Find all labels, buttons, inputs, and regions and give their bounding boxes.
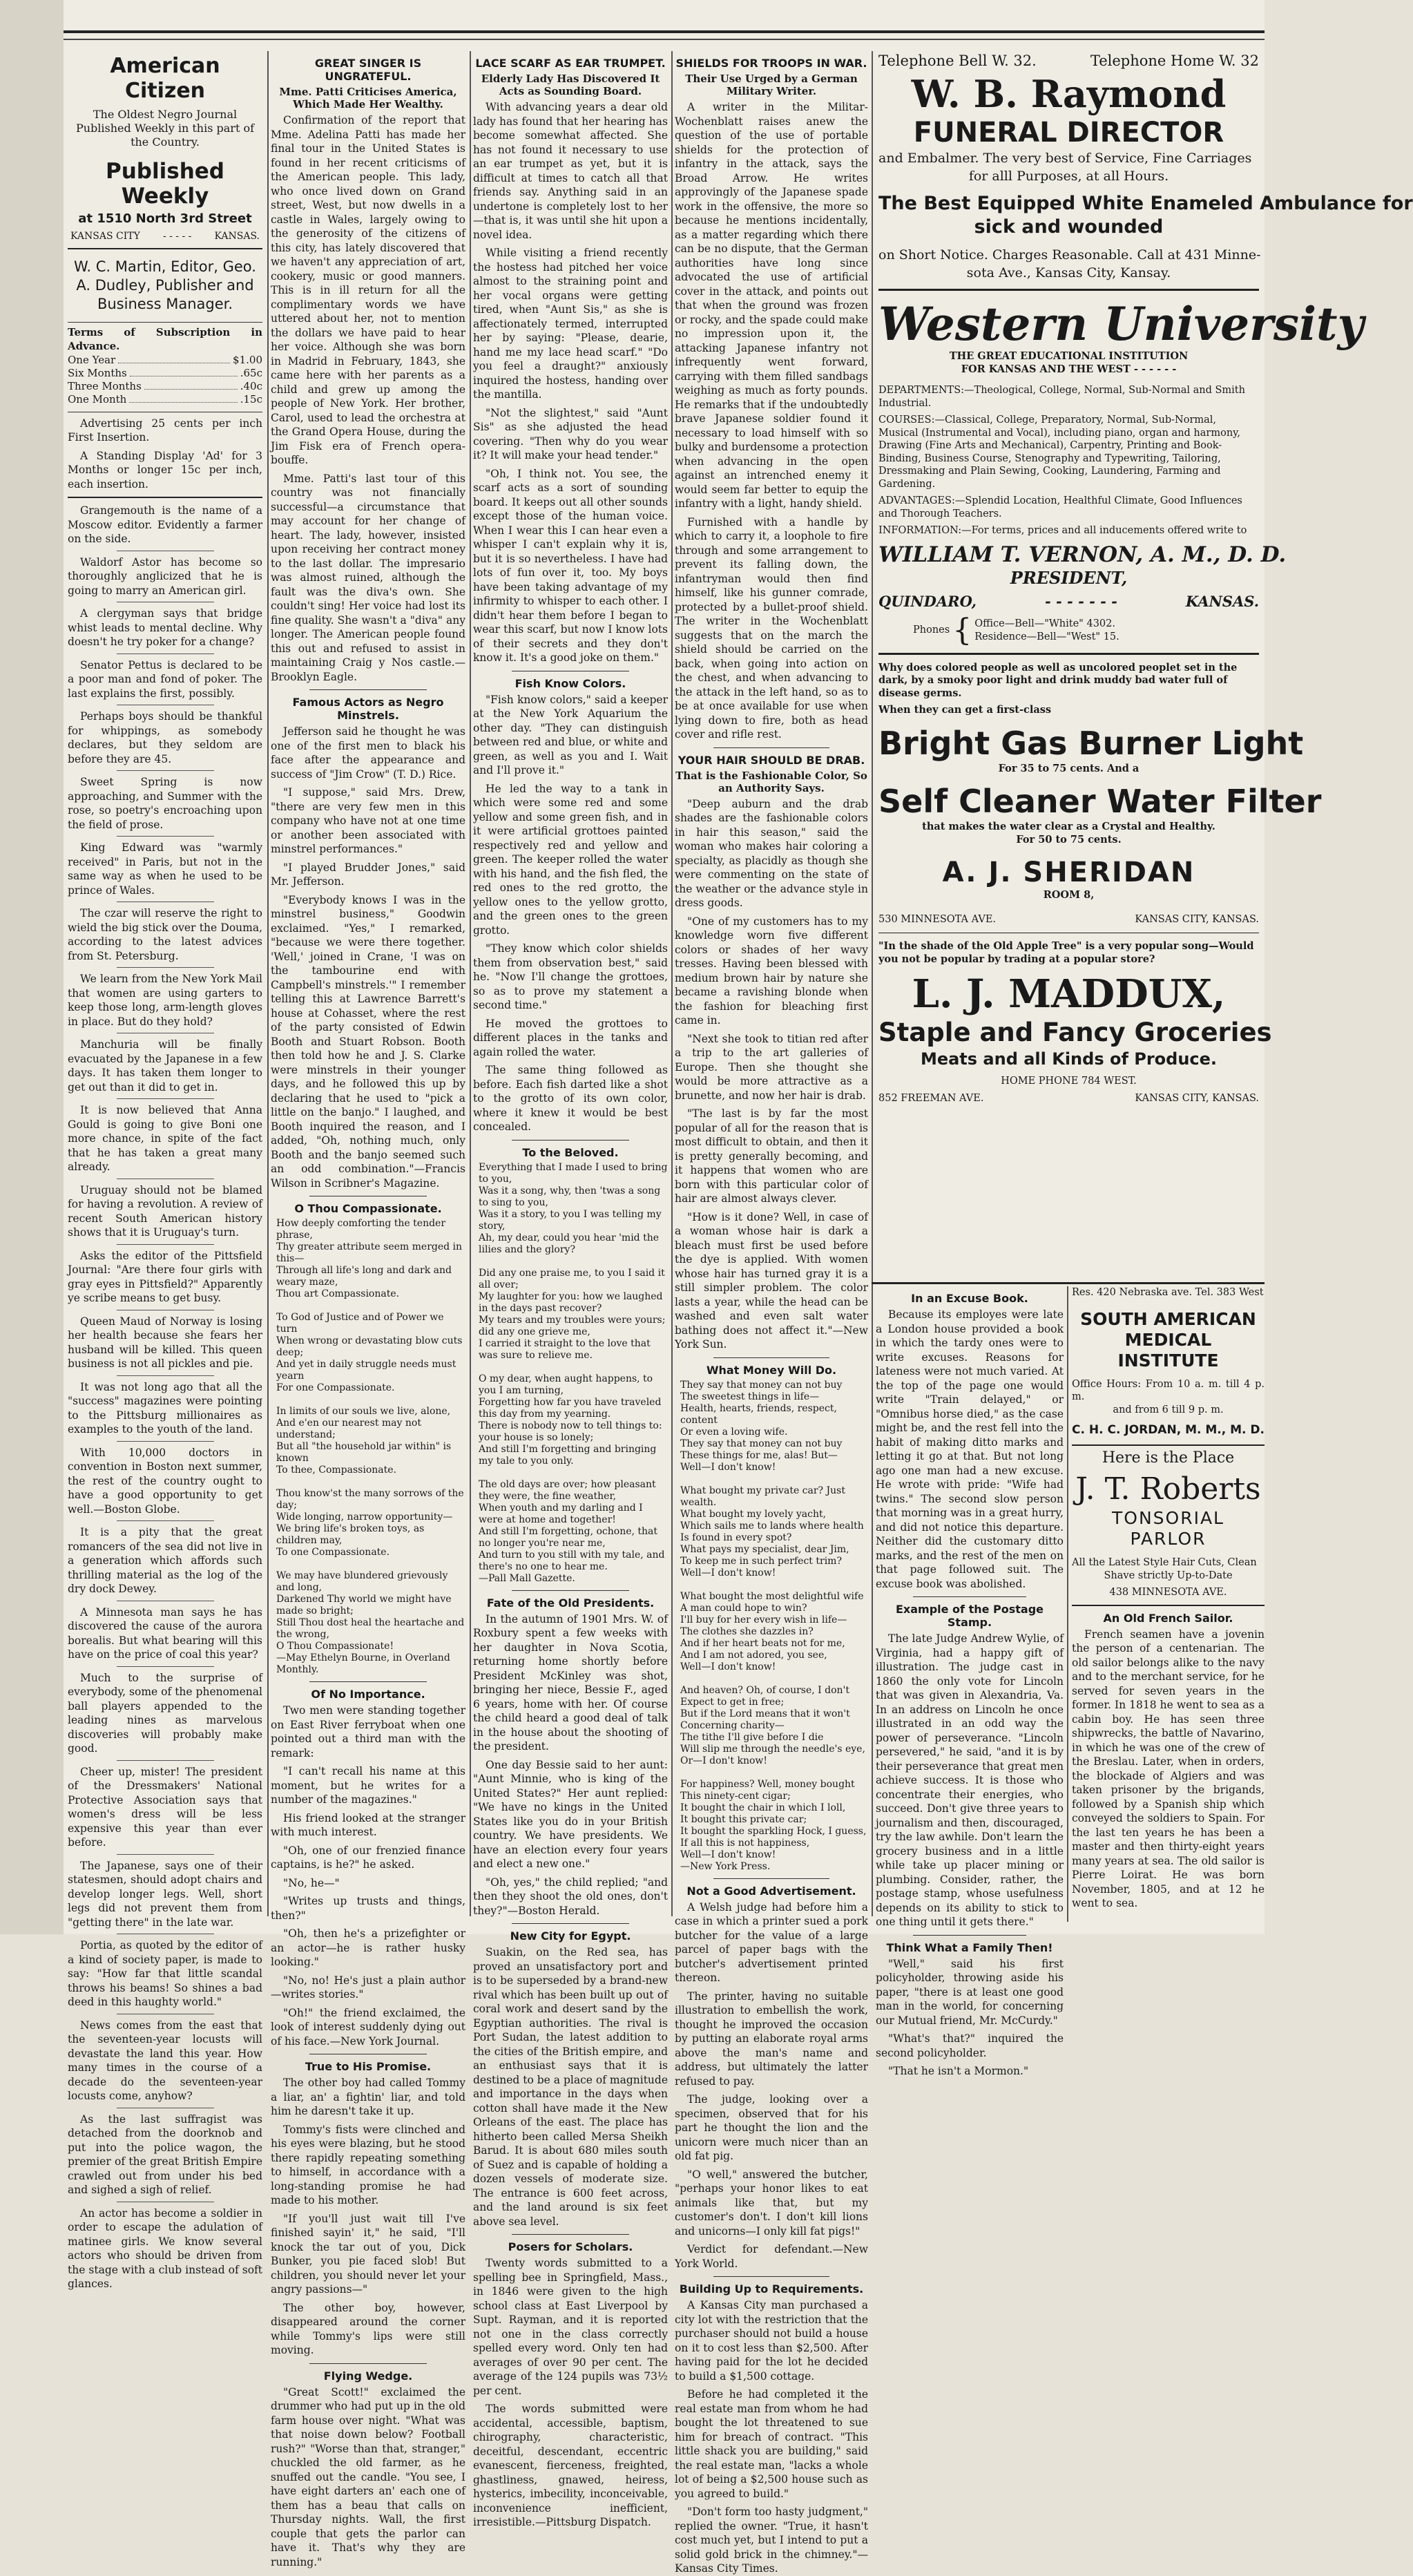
poem-body: They say that money can not buy The sweetest things in life— Health, hearts, friends, respect, content Or even a loving wife. They say that money can not buy These things for me, alas! But— Well—I don't know! What bought my private car? Just wealth. What bought my lovely yacht, Which sails me to lands where health Is found in every spot? What pays my specialist, dear Jim, To keep me in such perfect trim? Well—I don't know! What bought the most delightful wife A man could hope to win? I'll buy for her every wish in life— The clothes she dazzles in? And if her heart beats not for me, And I am not adored, you see, Well—I don't know! And heaven? Oh, of course, I don't Expect to get in free; But if the Lord means that it won't Concerning charity— The tithe I'll give before I die Will slip me through the needle's eye, Or—I don't know! For happiness? Well, money bought This ninety-cent cigar; It bought the chair in which I loll, It bought this private car; It bought the sparkling Hock, I guess, If all this is not happiness, Well—I don't know! —New York Press. xyxy=(680,1379,867,1872)
paragraph: "Deep auburn and the drab shades are the fashionable colors in hair this season," said the woman who makes hair coloring a specialty, as placidly as though she were commenting on the state of the weather or the advance style in dress goods. xyxy=(675,797,868,909)
paragraph: "How is it done? Well, in case of a woman whose hair is dark a bleach must first be used before the dye is applied. With women whose hair has turned gray it is a still simpler problem. The color lasts a year, while the head can be washed and even salt water bathing does not affect it."—New York Sun. xyxy=(675,1210,868,1351)
article-headline: YOUR HAIR SHOULD BE DRAB. xyxy=(677,753,865,767)
editorial-item: The Japanese, says one of their statesmen, should adopt chairs and develop longer legs. Well, short legs did not prevent them from "getting there" in the late war. xyxy=(68,1859,262,1929)
raymond-line: on Short Notice. Charges Reasonable. Call at 431 Minne- xyxy=(878,247,1261,263)
paragraph: Two men were standing together on East River ferryboat when one pointed out a third man with the remark: xyxy=(271,1704,465,1759)
raymond-telephones: Telephone Bell W. 32. Telephone Home W. 32 xyxy=(878,53,1259,69)
editorial-item: Portia, as quoted by the editor of a kind of society paper, is made to say: "How far that little scandal throws his beams! So shines a bad deed in this haughty world." xyxy=(68,1939,262,2008)
column-1 xyxy=(68,51,262,2290)
article-body xyxy=(271,113,465,684)
poem-title: O Thou Compassionate. xyxy=(294,1202,442,1215)
paragraph: The judge, looking over a specimen, observed that for his part he thought the lion and the unicorn were much nicer than an old fat pig. xyxy=(675,2093,868,2162)
article-headline: In an Excuse Book. xyxy=(911,1292,1028,1305)
editorial-item: Waldorf Astor has become so thoroughly anglicized that he is going to marry an American girl. xyxy=(68,555,262,597)
sheridan-intro: Why does colored people as well as uncolored peoplet set in the dark, by a smoky poor light and drink muddy bad water full of disease germs. xyxy=(878,661,1238,699)
editorial-paragraphs xyxy=(68,504,262,2291)
editorial-item: Senator Pettus is declared to be a poor man and fond of poker. The last explains the first, possibly. xyxy=(68,658,262,700)
terms-title: Terms of Subscription in Advance. xyxy=(68,322,262,354)
paragraph: With advancing years a dear old lady has found that her hearing has become somewhat affected. She has not found it necessary to use an ear trumpet as yet, but it is difficult at times to catch all that friends say. Anything said in an undertone is completely lost to her—that is, it was until she hit upon a novel idea. xyxy=(473,101,668,241)
sheridan-address: 530 MINNESOTA AVE. KANSAS CITY, KANSAS. xyxy=(878,913,1259,925)
poem-title: To the Beloved. xyxy=(522,1145,619,1159)
article-headline: An Old French Sailor. xyxy=(1103,1611,1233,1625)
paragraph: "I can't recall his name at this moment, but he writes for a number of the magazines." xyxy=(271,1765,465,1806)
article-headline: Fate of the Old Presidents. xyxy=(486,1596,655,1610)
poem-body: Everything that I made I used to bring to you, Was it a song, why, then 'twas a song to sing to you, Was it a story, to you I was telling my story, Ah, my dear, could you hear 'mid the lilies and the glory? Did any one praise me, to you I said it all over; My laughter for you: how we laughed in the days past recover? My tears and my troubles were yours; did any one grieve me, I carried it straight to the love that was sure to relieve me. O my dear, when aught happens, to you I am turning, Forgetting how far you have traveled this day from my yearning. There is nobody now to tell things to: your house is so lonely; And still I'm forgetting and bringing my tale to you only. The old days are over; how pleasant they were, the fine weather, When youth and my darling and I were at home and together! And still I'm forgetting, ochone, that no longer you're near me, And turn to you still with my tale, and there's no one to hear me. —Pall Mall Gazette. xyxy=(479,1161,668,1584)
article-body: French seamen have a jovenin the person of a centenarian. The old sailor belongs alike to the navy and to the merchant service, for he served for seven years in the former. In 1818 he went to sea as a cabin boy. He has seen three shipwrecks, the battle of Navarino, in which he was one of the crew of the Breslau. Later, when in orders, the blockade of Algiers and was taken prisoner by the brigands, followed by a Spanish ship which conveyed the soldiers to Spain. For the last ten years he has been a master and then thirty-eight years many years at sea. The old sailor is Pierre Loirat. He was born November, 1805, and at 12 he went to sea. xyxy=(1072,1628,1265,1909)
sheridan-name: A. J. SHERIDAN xyxy=(942,857,1195,888)
article-body xyxy=(473,693,668,1134)
editorial-item: It was not long ago that all the "success" magazines were pointing to the Pittsburg millionaires as examples to the youth of the land. xyxy=(68,1380,262,1435)
column-divider xyxy=(1067,1286,1068,1922)
paragraph: "O well," answered the butcher, "perhaps your honor likes to eat animals like that, but my customer's don't. I don't kill lions and unicorns—I only kill fat pigs!" xyxy=(675,2168,868,2238)
editorial-item: Grangemouth is the name of a Moscow editor. Evidently a farmer on the side. xyxy=(68,504,262,545)
article-headline: Flying Wedge. xyxy=(323,2369,413,2383)
wu-information: INFORMATION:—For terms, prices and all inducements offered write to xyxy=(878,525,1247,536)
paragraph: Furnished with a handle by which to carry it, a loophole to fire through and some arrangement to prevent its falling down, the infantryman would then find himself, like his gunner comrade, protected by a bullet-proof shield. The writer in the Wochenblatt suggests that on the march the shield should be carried on the back, when going into action on the chest, and when advancing to the attack in the left hand, so as to be at once available for use when lying down to fire, both as head cover and rifle rest. xyxy=(675,515,868,741)
paragraph: The words submitted were accidental, accessible, baptism, chirography, characteristic, deceitful, descendant, eccentric evanescent, fierceness, freighted, ghastliness, gnawed, heiress, hysterics, imbecility, inconceivable, inconvenience inefficient, irresistible.—Pittsburg Dispatch. xyxy=(473,2403,668,2528)
paragraph: "Fish know colors," said a keeper at the New York Aquarium the other day. "They can distinguish between red and blue, or white and green, as well as you and I. Wait and I'll prove it." xyxy=(473,693,668,776)
paragraph: The printer, having no suitable illustration to embellish the work, thought he improved the occasion by putting an elaborate royal arms above the man's name and address, but ultimately the latter refused to pay. xyxy=(675,1990,868,2088)
article-subhead: Their Use Urged by a German Military Writer. xyxy=(685,73,858,97)
article-headline: Of No Importance. xyxy=(311,1688,425,1701)
paragraph: "What's that?" inquired the second policyholder. xyxy=(876,2032,1064,2059)
top-rule-thin xyxy=(64,39,1265,40)
article-body xyxy=(675,2298,868,2576)
editorial-item: News comes from the east that the seventeen-year locusts will devastate the land this year. How many times in the course of a decade do the seventeen-year locusts come, anyhow? xyxy=(68,2019,262,2102)
terms-row: One Month .15c xyxy=(68,392,262,406)
masthead-city: KANSAS CITY - - - - - KANSAS. xyxy=(70,231,260,242)
raymond-ambulance: The Best Equipped White Enameled Ambulance for xyxy=(878,193,1413,214)
quindaro-line: QUINDARO, - - - - - - - KANSAS. xyxy=(878,592,1259,610)
editorial-item: We learn from the New York Mail that women are using garters to keep those long, arm-length gloves in place. But do they hold? xyxy=(68,973,262,1028)
paragraph: The other boy had called Tommy a liar, an' a fightin' liar, and told him he daresn't take it up. xyxy=(271,2077,465,2117)
paragraph: His friend looked at the stranger with much interest. xyxy=(271,1811,465,1838)
wu-advantages: ADVANTAGES:—Splendid Location, Healthful Climate, Good Influences and Thorough Teachers. xyxy=(878,495,1242,519)
article-body xyxy=(473,1612,668,1918)
terms-row: Three Months .40c xyxy=(68,379,262,392)
article-headline: Famous Actors as Negro Minstrels. xyxy=(292,696,444,722)
paragraph: A Kansas City man purchased a city lot with the restriction that the purchaser should not build a house on it to cost less than $2,500. After having paid for the lot he decided to build a $1,500 cottage. xyxy=(675,2299,868,2383)
paragraph: A Welsh judge had before him a case in which a printer sued a pork butcher for the value of a large parcel of paper bags with the butcher's advertisement printed thereon. xyxy=(675,1900,868,1984)
paragraph: Mme. Patti's last tour of this country was not financially successful—a circumstance that may account for her change of heart. The lady, however, insisted upon receiving her contract money to the last dollar. The impresario was almost ruined, although the fault was the diva's own. She couldn't sing! Her voice had lost its fine quality. She wasn't a "diva" any longer. The American people found this out and refused to assist in maintaining Craig y Nos castle.—Brooklyn Eagle. xyxy=(271,472,465,683)
article-headline: GREAT SINGER IS UNGRATEFUL. xyxy=(314,57,422,83)
editorial-item: A clergyman says that bridge whist leads to mental decline. Why doesn't he try poker for a change? xyxy=(68,607,262,648)
editorial-item: It is a pity that the great romancers of the sea did not live in a generation which affords such thrilling material as the log of the dry dock Dewey. xyxy=(68,1526,262,1595)
editorial-item: Uruguay should not be blamed for having a revolution. A review of recent South American history shows that it is Uruguay's turn. xyxy=(68,1183,262,1239)
paragraph: Jefferson said he thought he was one of the first men to black his face after the appearance and success of "Jim Crow" (T. D.) Rice. xyxy=(271,725,465,781)
article-subhead: That is the Fashionable Color, So an Authority Says. xyxy=(675,769,867,794)
editorial-item: Queen Maud of Norway is losing her health because she fears her husband will be killed. This queen business is not all pickles and pie. xyxy=(68,1315,262,1370)
article-body xyxy=(876,1957,1064,2079)
paragraph: "Oh, one of our frenzied finance captains, is he?" he asked. xyxy=(271,1844,465,1871)
editorial-item: With 10,000 doctors in convention in Boston next summer, the rest of the country ought to have a good opportunity to get well.—Boston Globe. xyxy=(68,1446,262,1516)
paragraph: "They know which color shields them from observation best," said he. "Now I'll change the grottoes, so as to prove my statement a second time." xyxy=(473,942,668,1011)
article-subhead: Mme. Patti Criticises America, Which Made Her Wealthy. xyxy=(279,86,457,111)
poem-title: What Money Will Do. xyxy=(706,1363,837,1377)
paragraph: "Don't form too hasty judgment," replied the owner. "True, it hasn't cost much yet, but I intend to put a solid gold brick in the chimney."—Kansas City Times. xyxy=(675,2506,868,2575)
article-headline: Think What a Family Then! xyxy=(886,1940,1053,1954)
column-2 xyxy=(271,51,465,2568)
barber-name: J. T. Roberts xyxy=(1075,1471,1261,1507)
raymond-sick: sick and wounded xyxy=(974,216,1164,238)
article-body xyxy=(473,1945,668,2229)
paragraph: Suakin, on the Red sea, has proved an unsatisfactory port and is to be superseded by a brand-new rival which has been built up out of coral work and desert sand by the Egyptian authorities. The rival is Port Sudan, the latest addition to the cities of the British empire, and an enthusiast says that it is destined to be a place of magnitude and importance in the days when cotton shall have made it the New Orleans of the east. The place has hitherto been called Mersa Sheikh Barud. It is about 680 miles south of Suez and is capable of holding a dozen vessels of moderate size. The entrance is 600 feet across, and the land around is six feet above sea level. xyxy=(473,1946,668,2228)
article-headline: Building Up to Requirements. xyxy=(679,2282,864,2296)
paragraph: "That he isn't a Mormon." xyxy=(888,2065,1029,2077)
column-6: Res. 420 Nebraska ave. Tel. 383 West SOUTH AMERICAN MEDICAL INSTITUTE Office Hours: From 10 a. m. till 4 p. m. and from 6 till 9 p. m. C. H. C. JORDAN, M. M., M. D. Here is the Place J. T. Roberts TONSORIAL PARLOR All the Latest Style Hair Cuts, Clean Shave strictly Up-to-Date 438 MINNESOTA AVE. An Old French Sailor. French seamen have a jovenin the person of a centenarian. The old sailor belongs alike to the navy and to the merchant service, for he served for seven years in the former. In 1818 he went to sea as a cabin boy. He has seen three shipwrecks, the battle of Navarino, in which he was one of the crew of the Breslau. Later, when in orders, the blockade of Algiers and was taken prisoner by the brigands, followed by a Spanish ship which conveyed the soldiers to Spain. For the last ten years he has been a master and then thirty-eight years many years at sea. The old sailor is Pierre Loirat. He was born November, 1805, and at 12 he went to sea. xyxy=(1072,1287,1265,1909)
vernon-title: PRESIDENT, xyxy=(1010,567,1128,588)
maddux-address: 852 FREEMAN AVE. KANSAS CITY, KANSAS. xyxy=(878,1092,1259,1104)
masthead-title: American Citizen xyxy=(110,54,220,103)
editorial-item: Manchuria will be finally evacuated by the Japanese in a few days. It has taken them longer to get out than it did to get in. xyxy=(68,1038,262,1094)
medical-residence: Res. 420 Nebraska ave. Tel. 383 West xyxy=(1072,1287,1264,1298)
paragraph: "Oh, I think not. You see, the scarf acts as a sort of sounding board. It keeps out all other sounds except those of the human voice. When I wear this I can hear even a whisper I can't explain why it is, but it is so nevertheless. I have had lots of fun over it, too. My boys have been taking advantage of my infirmity to whisper to each other. I didn't hear them before I began to wear this scarf, but now I know lots of their secrets and they don't know it. It's a good joke on them." xyxy=(473,467,668,664)
editorial-item: Sweet Spring is now approaching, and Summer with the rose, so poetry's encroaching upon the field of prose. xyxy=(68,776,262,831)
paragraph: "Oh, yes," the child replied; "and then they shoot the old ones, don't they?"—Boston Herald. xyxy=(473,1876,668,1917)
paragraph: "I suppose," said Mrs. Drew, "there are very few men in this company who have not at one time or another been associated with minstrel performances." xyxy=(271,786,465,855)
paragraph: "Writes up trusts and things, then?" xyxy=(271,1895,465,1922)
barber-tonsorial: TONSORIAL PARLOR xyxy=(1112,1508,1224,1549)
column-4 xyxy=(675,51,868,2575)
article-headline: Example of the Postage Stamp. xyxy=(895,1603,1044,1629)
editorial-item: A Minnesota man says he has discovered the cause of the aurora borealis. But what bearing will this have on the price of coal this year? xyxy=(68,1605,262,1661)
terms-row: One Year $1.00 xyxy=(68,353,262,366)
paragraph: "Great Scott!" exclaimed the drummer who had put up in the old farm house over night. "What was that noise down below? Football rush?" "Worse than that, stranger," chuckled the old farmer, as he snuffed out the candle. "You see, I have eight darters an' each one of them has a beau that calls on Thursday nights. Wall, the first couple that gets the parlor can have it. That's why they are running." xyxy=(271,2385,465,2568)
raymond-funeral-director: FUNERAL DIRECTOR xyxy=(913,117,1224,149)
maddux-name: L. J. MADDUX, xyxy=(912,971,1226,1017)
article-body xyxy=(271,2076,465,2358)
barber-intro: Here is the Place xyxy=(1102,1449,1235,1467)
paragraph: Tommy's fists were clinched and his eyes were blazing, but he stood there rapidly repeating something to himself, in accordance with a long-standing promise he had made to his mother. xyxy=(271,2123,465,2206)
paragraph: A writer in the Militar-Wochenblatt raises anew the question of the use of portable shields for the protection of infantry in the attack, says the Broad Arrow. He writes approvingly of the Japanese spade work in the offensive, the more so because he mentions incidentally, as a matter regarding which there can be no dispute, that the German authorities have long since advocated the use of artificial cover in the attack, and points out that when the ground was frozen or rocky, and the spade could make no impression upon it, the attacking Japanese infantry not infrequently went forward, carrying with them filled sandbags weighing as much as forty pounds. He remarks that if the undoubtedly brave Japanese soldier found it necessary to load himself with so bulky and burdensome a protection when advancing in the open against an intrenched enemy it would seem far better to equip the infantry with a light, handy shield. xyxy=(675,101,868,510)
maddux-produce: Meats and all Kinds of Produce. xyxy=(920,1049,1218,1069)
paragraph: "The last is by far the most popular of all for the reason that is most difficult to obtain, and then it is pretty generally becoming, and it happens that women who are born with this particular color of hair are almost always clever. xyxy=(675,1107,868,1205)
article-headline: SHIELDS FOR TROOPS IN WAR. xyxy=(675,57,867,70)
editorial-item: Much to the surprise of everybody, some of the phenomenal ball players appended to the leading nines as marvelous discoveries will probably make good. xyxy=(68,1671,262,1755)
editorial-item: The czar will reserve the right to wield the big stick over the Douma, according to the latest advices from St. Petersburg. xyxy=(68,907,262,962)
masthead-subtitle: The Oldest Negro Journal Published Weekly in this part of the Country. xyxy=(75,108,255,149)
vernon-name: WILLIAM T. VERNON, A. M., D. D. xyxy=(878,542,1287,567)
terms-list xyxy=(68,354,262,406)
maddux-intro: "In the shade of the Old Apple Tree" is a very popular song—Would you not be popular by trading at a popular store? xyxy=(878,940,1254,965)
advertisement-block: Telephone Bell W. 32. Telephone Home W. 32 W. B. Raymond FUNERAL DIRECTOR and Embalmer. The very best of Service, Fine Carriages for alll Purposes, at all Hours. The Best Equipped White Enameled Ambulance for sick and wounded on Short Notice. Charges Reasonable. Call at 431 Minne- sota Ave., Kansas City, Kansay. Western University THE GREAT EDUCATIONAL INSTITUTION FOR KANSAS AND THE WEST - - - - - - DEPARTMENTS:—Theological, College, Normal, Sub-Normal and Smith Industrial. COURSES:—Classical, College, Preparatory, Normal, Sub-Normal, Musical (Instrumental and Vocal), including piano, organ and harmony, Drawing (Fine Arts and Mechanical), Carpentry, Printing and Book-Binding, Business Course, Stenography and Typewriting, Tailoring, Dressmaking and Plain Sewing, Cooking, Laundering, Farming and Gardening. ADVANTAGES:—Splendid Location, Healthful Climate, Good Influences and Thorough Teachers. INFORMATION:—For terms, prices and all inducements offered write to WILLIAM T. VERNON, A. M., D. D. PRESIDENT, QUINDARO, - - - - - - - KANSAS. Phones { Office—Bell—"White" 4302. Residence—Bell—"West" 15. Why does colored people as well as uncolored peoplet set in the dark, by a smoky poor light and drink muddy bad water full of disease germs. When they can get a first-class Bright Gas Burner Light For 35 to 75 cents. And a Self Cleaner Water Filter that makes the water clear as a Crystal and Healthy. For 50 to 75 cents. A. J. SHERIDAN ROOM 8, 530 MINNESOTA AVE. KANSAS CITY, KANSAS. "In the shade of the Old Apple Tree" is a very popular song—Would you not be popular by trading at a popular store? L. J. MADDUX, Staple and Fancy Groceries Meats and all Kinds of Produce. HOME PHONE 784 WEST. 852 FREEMAN AVE. KANSAS CITY, KANSAS. xyxy=(878,53,1413,1104)
medical-institute-title: SOUTH AMERICAN xyxy=(1080,1308,1256,1329)
raymond-line: for alll Purposes, at all Hours. xyxy=(968,169,1169,184)
paragraph: "If you'll just wait till I've finished sayin' it," he said, "I'll knock the tar out of you, Dick Bunker, you pie faced slob! But children, you should never let your angry passions—" xyxy=(271,2212,465,2296)
article-body xyxy=(473,100,668,665)
masthead-editors: W. C. Martin, Editor, Geo. A. Dudley, Publisher and Business Manager. xyxy=(74,258,256,312)
scan-gutter xyxy=(0,0,64,1934)
poem-body: How deeply comforting the tender phrase, Thy greater attribute seem merged in this— Through all life's long and dark and weary maze, Thou art Compassionate. To God of Justice and of Power we turn When wrong or devastating blow cuts deep; And yet in daily struggle needs must yearn For one Compassionate. In limits of our souls we live, alone, And e'en our nearest may not understand; But all "the household jar within" is known To thee, Compassionate. Thou know'st the many sorrows of the day; Wide longing, narrow opportunity— We bring life's broken toys, as children may, To one Compassionate. We may have blundered grievously and long, Darkened Thy world we might have made so bright; Still Thou dost heal the heartache and the wrong, O Thou Compassionate! —May Ethelyn Bourne, in Overland Monthly. xyxy=(276,1218,465,1675)
article-headline: True to His Promise. xyxy=(305,2060,432,2073)
terms-row: Six Months .65c xyxy=(68,366,262,379)
article-body xyxy=(271,725,465,1190)
bright-gas-burner: Bright Gas Burner Light xyxy=(878,724,1304,762)
paragraph: The late Judge Andrew Wylie, of Virginia, had a happy gift of illustration. The judge cast in 1860 the only vote for Lincoln that was given in Alexandria, Va. In an address on Lincoln he once illustrated in an odd way the power of perseverance. "Lincoln persevered," he said, "and it is by their perseverance that great men achieve success. It is those who concentrate their energies, who succeed. Don't give three years to journalism and then, discouraged, try the law awhile. Don't learn the grocery business and in a little while take up placer mining or plumbing. Consider, rather, the postage stamp, whose usefulness depends on its ability to stick to one thing until it gets there." xyxy=(876,1632,1064,1928)
paragraph: Before he had completed it the real estate man from whom he had bought the lot threatened to sue him for breach of contract. "This little shack you are building," said the real estate man, "lacks a whole lot of being a $2,500 house such as you agreed to build." xyxy=(675,2388,868,2500)
paragraph: "Everybody knows I was in the minstrel business," Goodwin exclaimed. "Yes," I remarked, "because we were there together. 'Well,' joined in Crane, 'I was on the tambourine end with Campbell's minstrels.'" I remember telling this at Lawrence Barrett's house at Cohasset, where the rest of the party consisted of Edwin Booth and Stuart Robson. Booth then told how he and J. S. Clarke were minstrels in their younger days, and he followed this up by declaring that he used to "pick a little on the banjo." I laughed, and Booth inquired the reason, and I added, "Oh, nothing much, only Booth and the banjo seemed such an odd combination."—Francis Wilson in Scribner's Magazine. xyxy=(271,893,465,1190)
article-headline: Posers for Scholars. xyxy=(508,2240,633,2253)
display-ad-rate: A Standing Display 'Ad' for 3 Months or longer 15c per inch, each insertion. xyxy=(68,449,262,490)
paragraph: Confirmation of the report that Mme. Adelina Patti has made her final tour in the United States is found in her recent criticisms of the American people. This lady, who once lived down on Grand street, West, but now dwells in a castle in Wales, largely owing to the generosity of the citizens of this city, has lately discovered that we haven't any appreciation of art, cookery, music or good manners. This is in ill return for all the complimentary words we have uttered about her, not to mention the dollars we have paid to hear her voice. Although she was born in Madrid in February, 1843, she came here with her parents as a child and grew up among the people of New York. Her brother, Carol, used to lead the orchestra at the Grand Opera House, during the Jim Fisk era of French opera-bouffe. xyxy=(271,114,465,466)
column-divider xyxy=(671,51,673,1916)
paragraph: Because its employes were late a London house provided a book in which the tardy ones were to write excuses. Reasons for lateness were not much varied. At the top of the page one would write "Train delayed," or "Omnibus horse died," as the case might be, and the rest fell into the habit of making ditto marks and letting it go at that. But not long ago one man had a new excuse. He wrote with pride: "Wife had twins." The second slow person that morning was in a great hurry, and did not notice this departure. Neither did the customary ditto marks, and the rest of the men on that page followed suit. The excuse book was abolished. xyxy=(876,1308,1064,1590)
paragraph: "Next she took to titian red after a trip to the art galleries of Europe. Then she thought she would be more attractive as a brunette, and now her hair is drab. xyxy=(675,1032,868,1102)
article-body xyxy=(473,2256,668,2530)
wu-courses: COURSES:—Classical, College, Preparatory, Normal, Sub-Normal, Musical (Instrumental and Vocal), including piano, organ and harmony, Drawing (Fine Arts and Mechanical), Carpentry, Printing and Book-Binding, Business Course, Stenography and Typewriting, Tailoring, Dressmaking and Plain Sewing, Cooking, Laundering, Farming and Gardening. xyxy=(878,414,1241,490)
editorial-item: King Edward was "warmly received" in Paris, but not in the same way as when he used to be prince of Wales. xyxy=(68,841,262,897)
wu-departments: DEPARTMENTS:—Theological, College, Normal, Sub-Normal and Smith Industrial. xyxy=(878,385,1245,409)
editorial-item: Cheer up, mister! The president of the Dressmakers' National Protective Association says that women's dress will be less expensive this year than ever before. xyxy=(68,1765,262,1849)
paragraph: "Oh!" the friend exclaimed, the look of interest suddenly dying out of his face.—New York Journal. xyxy=(271,2006,465,2048)
western-university-title: Western University xyxy=(878,297,1364,351)
article-headline: LACE SCARF AS EAR TRUMPET. xyxy=(475,57,666,70)
paragraph: "I played Brudder Jones," said Mr. Jefferson. xyxy=(271,861,465,888)
paragraph: "No, he—" xyxy=(283,1876,340,1889)
paragraph: "One of my customers has to my knowledge worn five different colors or shades of her wavy tresses. Having been blessed with medium brown hair by nature she became a ravishing blonde when the fashion for bleaching first came in. xyxy=(675,915,868,1027)
editorial-item: Asks the editor of the Pittsfield Journal: "Are there four girls with gray eyes in Pittsfield?" Apparently ye scribe means to get busy. xyxy=(68,1249,262,1304)
column-3 xyxy=(473,51,668,2528)
article-body xyxy=(876,1308,1064,1591)
raymond-line: sota Ave., Kansas City, Kansay. xyxy=(966,265,1171,280)
paragraph: He led the way to a tank in which were some red and some yellow and some green fish, and in it were artificial grottoes painted respectively red and yellow and green. The keeper rolled the water with his hand, and the fish fled, the red ones to the red grotto, the yellow ones to the yellow grotto, and the green ones to the green grotto. xyxy=(473,782,668,937)
masthead-published: Published Weekly xyxy=(106,159,224,209)
article-body xyxy=(876,1632,1064,1929)
paragraph: The same thing followed as before. Each fish darted like a shot to the grotto of its own color, where it knew it would be best concealed. xyxy=(473,1064,668,1133)
article-headline: New City for Egypt. xyxy=(510,1929,631,1943)
paragraph: Verdict for defendant.—New York World. xyxy=(675,2243,868,2270)
paragraph: "No, no! He's just a plain author—writes stories." xyxy=(271,1974,465,2001)
article-body xyxy=(675,797,868,1352)
paragraph: While visiting a friend recently the hostess had pitched her voice almost to the straining point and her vocal organs were getting tired, when "Aunt Sis," as she is affectionately termed, interrupted her by saying: "Please, dearie, hand me my lace head scarf." "Do you feel a draught?" anxiously inquired the hostess, handing over the mantilla. xyxy=(473,247,668,401)
self-cleaner-filter: Self Cleaner Water Filter xyxy=(878,783,1322,820)
raymond-line: and Embalmer. The very best of Service, Fine Carriages xyxy=(878,151,1252,166)
wu-phones: Phones { Office—Bell—"White" 4302. Residence—Bell—"West" 15. xyxy=(913,612,1119,648)
paragraph: Twenty words submitted to a spelling bee in Springfield, Mass., in 1846 were given to the high school class at East Liverpool by Supt. Rayman, and it is reported not one in the class correctly spelled every word. Only ten had averages of over 90 per cent. The average of the 124 pupils was 73½ per cent. xyxy=(473,2257,668,2397)
column-divider xyxy=(470,51,471,1916)
masthead-address: at 1510 North 3rd Street xyxy=(78,211,252,226)
medical-doctor: C. H. C. JORDAN, M. M., M. D. xyxy=(1072,1423,1265,1437)
paragraph: "Not the slightest," said "Aunt Sis" as she adjusted the head covering. "Then why do you wear it? It will make your head tender." xyxy=(473,406,668,461)
article-body xyxy=(271,2385,465,2570)
paragraph: "Well," said his first policyholder, throwing aside his paper, "there is at least one good man in the world, for concerning our Mutual friend, Mr. McCurdy." xyxy=(876,1957,1064,2027)
editorial-item: An actor has become a soldier in order to escape the adulation of matinee girls. We know several actors who should be driven from the stage with a club instead of soft glances. xyxy=(68,2206,262,2290)
column-divider xyxy=(267,51,269,1916)
editorial-item: It is now believed that Anna Gould is going to give Boni one more chance, in spite of the fact that he has taken a great many already. xyxy=(68,1104,262,1173)
paragraph: In the autumn of 1901 Mrs. W. of Roxbury spent a few weeks with her daughter in Nova Scotia, returning home shortly before President McKinley was shot, bringing her niece, Bessie F., aged 6 years, home with her. Of course the child heard a good deal of talk in the house about the shooting of the president. xyxy=(473,1612,668,1753)
editorial-item: Perhaps boys should be thankful for whippings, as somebody declares, but they seldom are before they are 45. xyxy=(68,710,262,765)
column-5 xyxy=(876,1286,1064,2077)
top-rule xyxy=(64,30,1265,33)
raymond-name: W. B. Raymond xyxy=(911,72,1227,116)
article-body xyxy=(675,100,868,742)
paragraph: "Oh, then he's a prizefighter or an actor—he is rather husky looking." xyxy=(271,1927,465,1968)
editorial-item: As the last suffragist was detached from the doorknob and put into the police wagon, the premier of the great British Empire crawled out from under his bed and sighed a sigh of relief. xyxy=(68,2112,262,2196)
article-headline: Fish Know Colors. xyxy=(515,676,626,690)
advertising-rate: Advertising 25 cents per inch First Insertion. xyxy=(68,417,262,443)
maddux-groceries: Staple and Fancy Groceries xyxy=(878,1018,1272,1047)
article-subhead: Elderly Lady Has Discovered It Acts as Sounding Board. xyxy=(481,73,660,97)
paragraph: The other boy, however, disappeared around the corner while Tommy's lips were still moving. xyxy=(271,2301,465,2356)
article-body xyxy=(271,1704,465,2048)
article-headline: Not a Good Advertisement. xyxy=(686,1884,856,1898)
article-body xyxy=(675,1900,868,2271)
paragraph: One day Bessie said to her aunt: "Aunt Minnie, who is king of the United States?" Her aunt replied: "We have no kings in the United States like you do in your British country. We have presidents. We have an election every four years and elect a new one." xyxy=(473,1758,668,1870)
paragraph: He moved the grottoes to different places in the tanks and again rolled the water. xyxy=(473,1017,668,1058)
